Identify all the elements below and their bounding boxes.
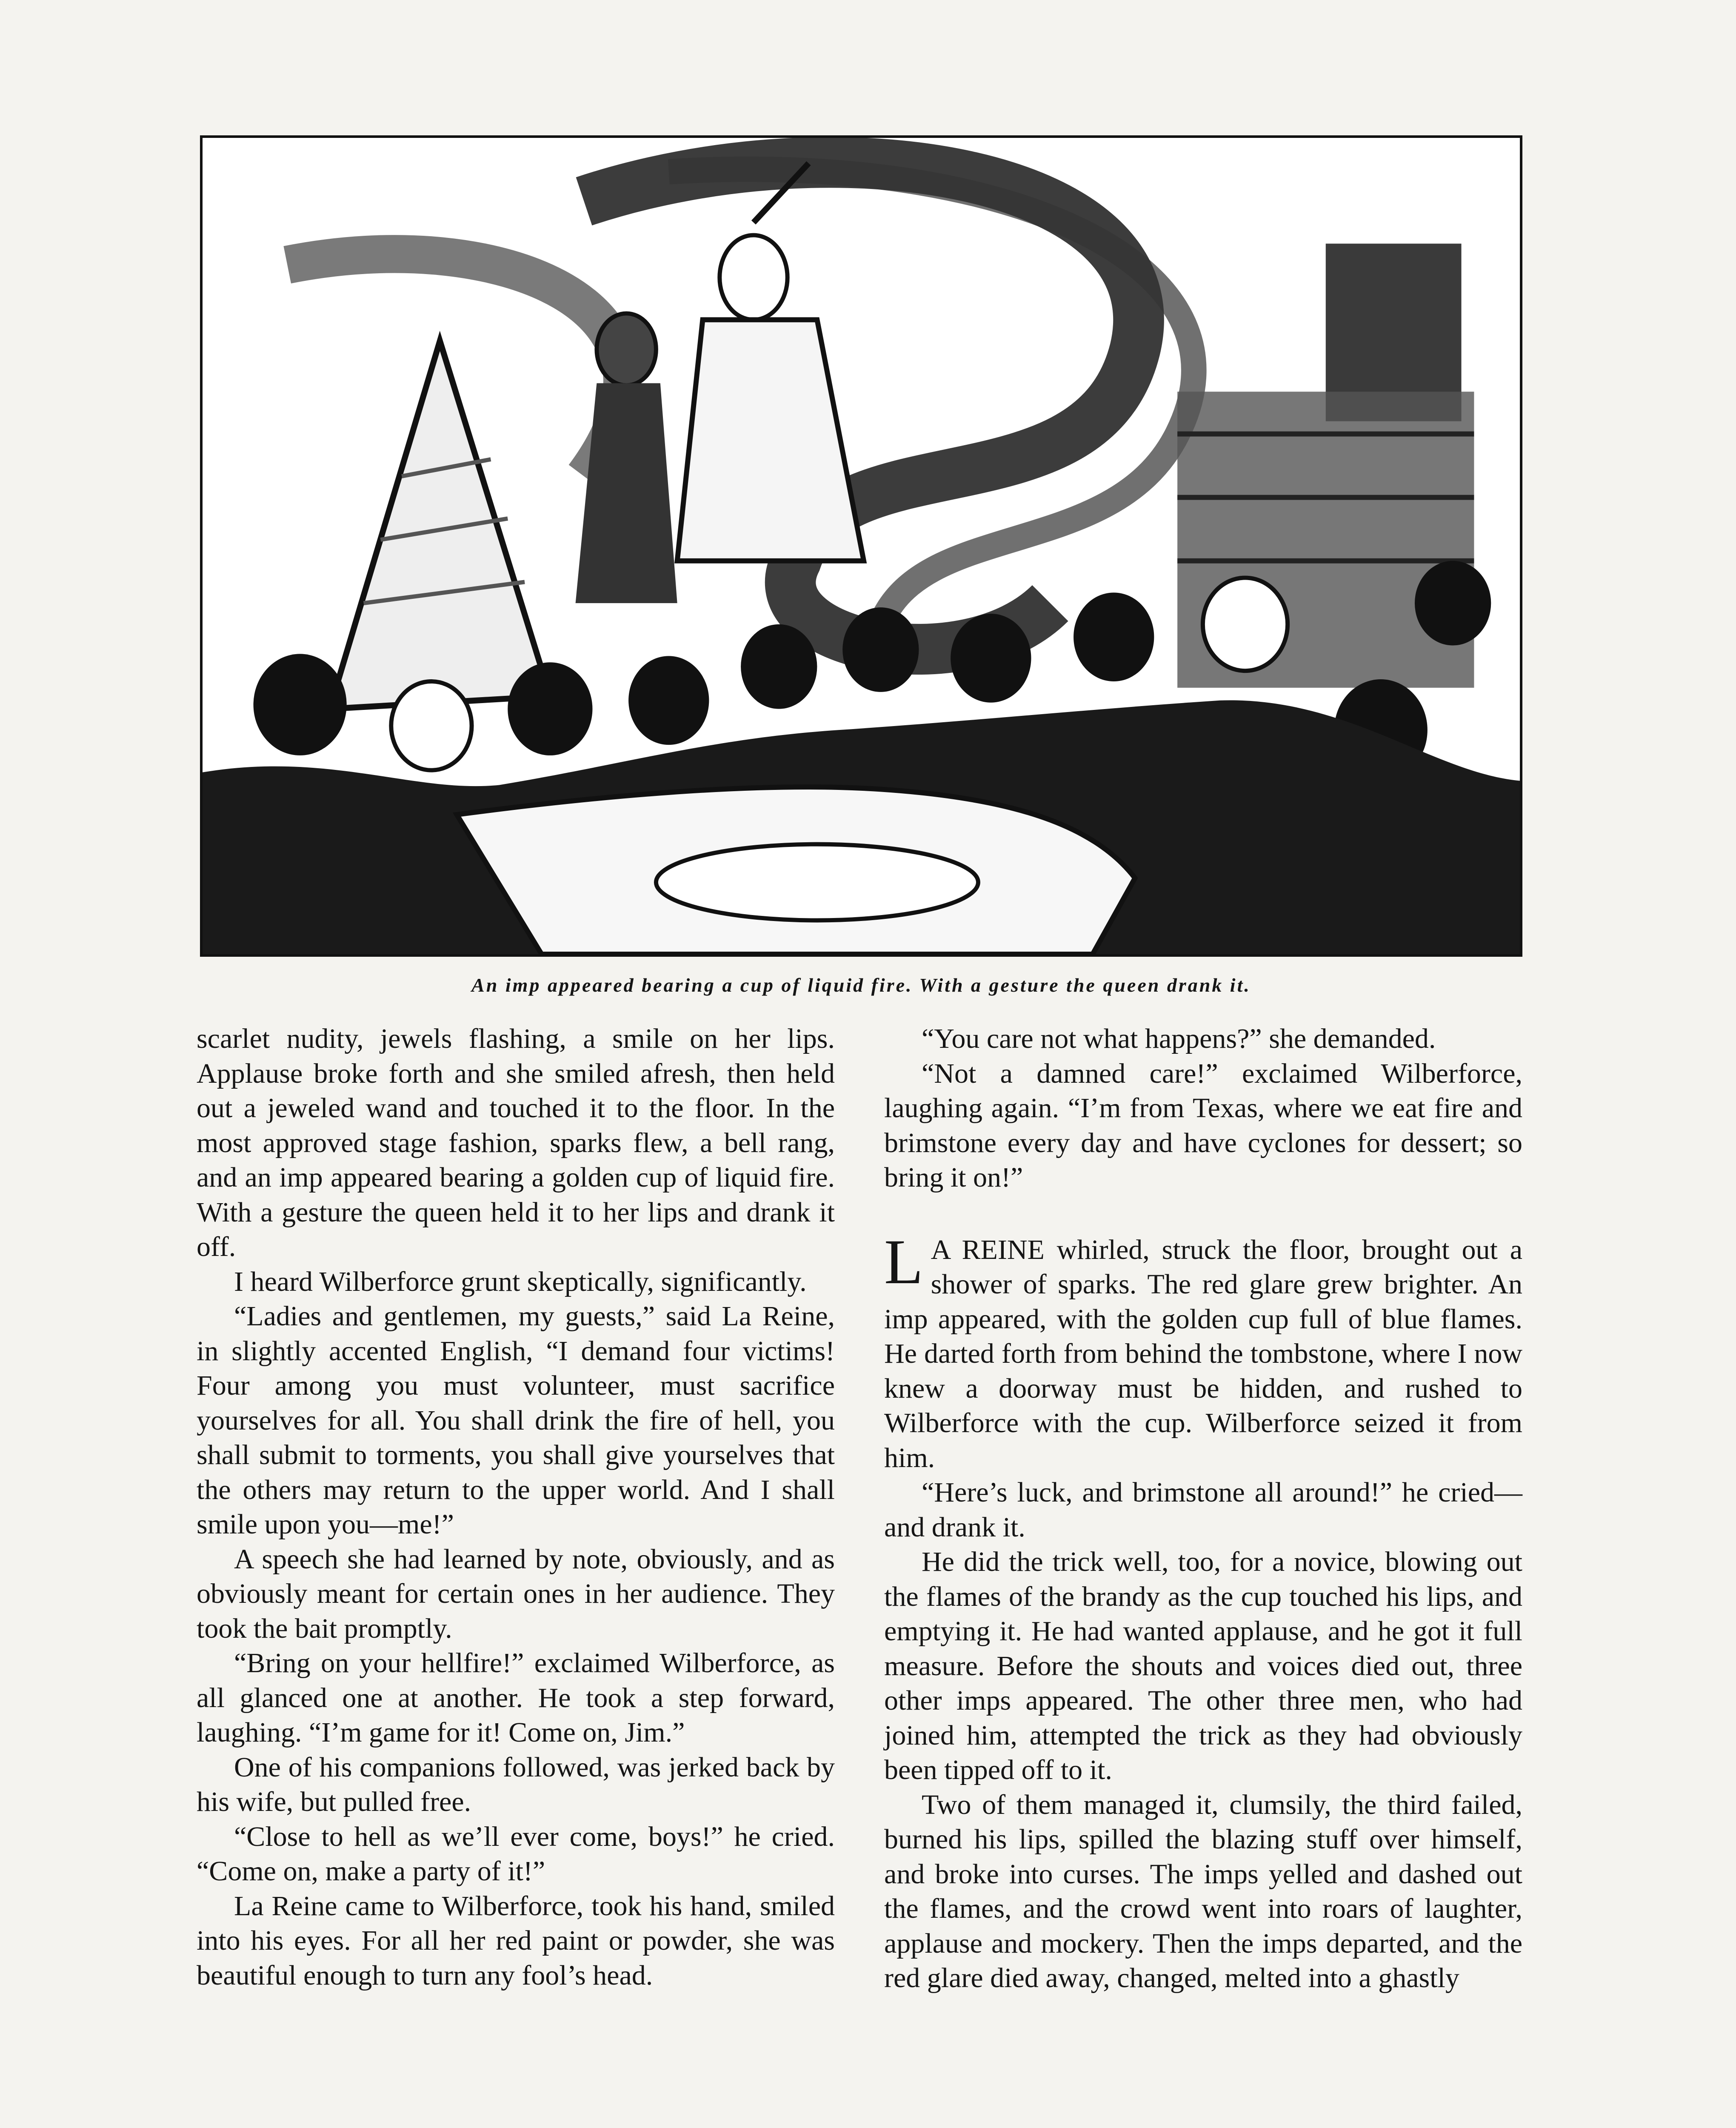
paragraph: “Here’s luck, and brimstone all around!” he cried—and drank it. [884, 1477, 1522, 1543]
paragraph: Two of them managed it, clumsily, the third failed, burned his lips, spilled the blazing stuff over himself, and broke into curses. The imps yelled and dashed out the flames, and the crowd went into roars of laughter, applause and mockery. Then the imps departed, and the red glare died away, changed, melted into a ghastly [884, 1789, 1522, 1994]
paragraph: scarlet nudity, jewels flashing, a smile on her lips. Applause broke forth and she smiled afresh, then held out a jeweled wand and touched it to the floor. In the most approved stage fashion, sparks flew, a bell rang, and an imp appeared bearing a golden cup of liquid fire. With a gesture the queen held it to her lips and drank it off. [197, 1023, 835, 1262]
paragraph: A speech she had learned by note, obviously, and as obviously meant for certain ones in her audience. They took the bait promptly. [197, 1543, 835, 1644]
paragraph: I heard Wilberforce grunt skeptically, significantly. [234, 1266, 807, 1297]
left-text-column [197, 1021, 835, 1993]
paragraph: He did the trick well, too, for a novice, blowing out the flames of the brandy as the cup touched his lips, and emptying it. He had wanted applause, and he got it full measure. Before the shouts and voices died out, three other imps appeared. The other three men, who had joined him, attempted the trick as they had obviously been tipped off to it. [884, 1546, 1522, 1785]
illustration-caption: An imp appeared bearing a cup of liquid fire. With a gesture the queen drank it. [471, 974, 1251, 996]
paragraph: One of his companions followed, was jerked back by his wife, but pulled free. [197, 1751, 835, 1817]
illustration-drawing [203, 138, 1520, 954]
dropcap-paragraph [884, 1226, 1522, 1476]
paragraph: La Reine came to Wilberforce, took his hand, smiled into his eyes. For all her red paint or powder, she was beautiful enough to turn any fool’s head. [197, 1890, 835, 1991]
right-text-column [884, 1021, 1522, 1996]
paragraph: “Close to hell as we’ll ever come, boys!” he cried. “Come on, make a party of it!” [197, 1821, 835, 1887]
paragraph: “Not a damned care!” exclaimed Wilberforce, laughing again. “I’m from Texas, where we eat fire and brimstone every day and have cyclones for dessert; so bring it on!” [884, 1058, 1522, 1193]
story-illustration [200, 135, 1522, 957]
drop-cap: L [884, 1226, 923, 1297]
paragraph: “Bring on your hellfire!” exclaimed Wilberforce, as all glanced one at another. He took a step forward, laughing. “I’m game for it! Come on, Jim.” [197, 1647, 835, 1748]
paragraph: “You care not what happens?” she demanded. [922, 1023, 1436, 1054]
dropcap-paragraph-text: A REINE whirled, struck the floor, brought out a shower of sparks. The red glare grew brighter. An imp appeared, with the golden cup full of blue flames. He darted forth from behind the tombstone, where I now knew a doorway must be hidden, and rushed to Wilberforce with the cup. Wilberforce seized it from him. [884, 1234, 1522, 1473]
paragraph: “Ladies and gentlemen, my guests,” said La Reine, in slightly accented English, “I demand four victims! Four among you must volunteer, must sacrifice yourselves for all. You shall drink the fire of hell, you shall submit to torments, you shall give yourselves that the others may return to the upper world. And I shall smile upon you—me!” [197, 1301, 835, 1540]
